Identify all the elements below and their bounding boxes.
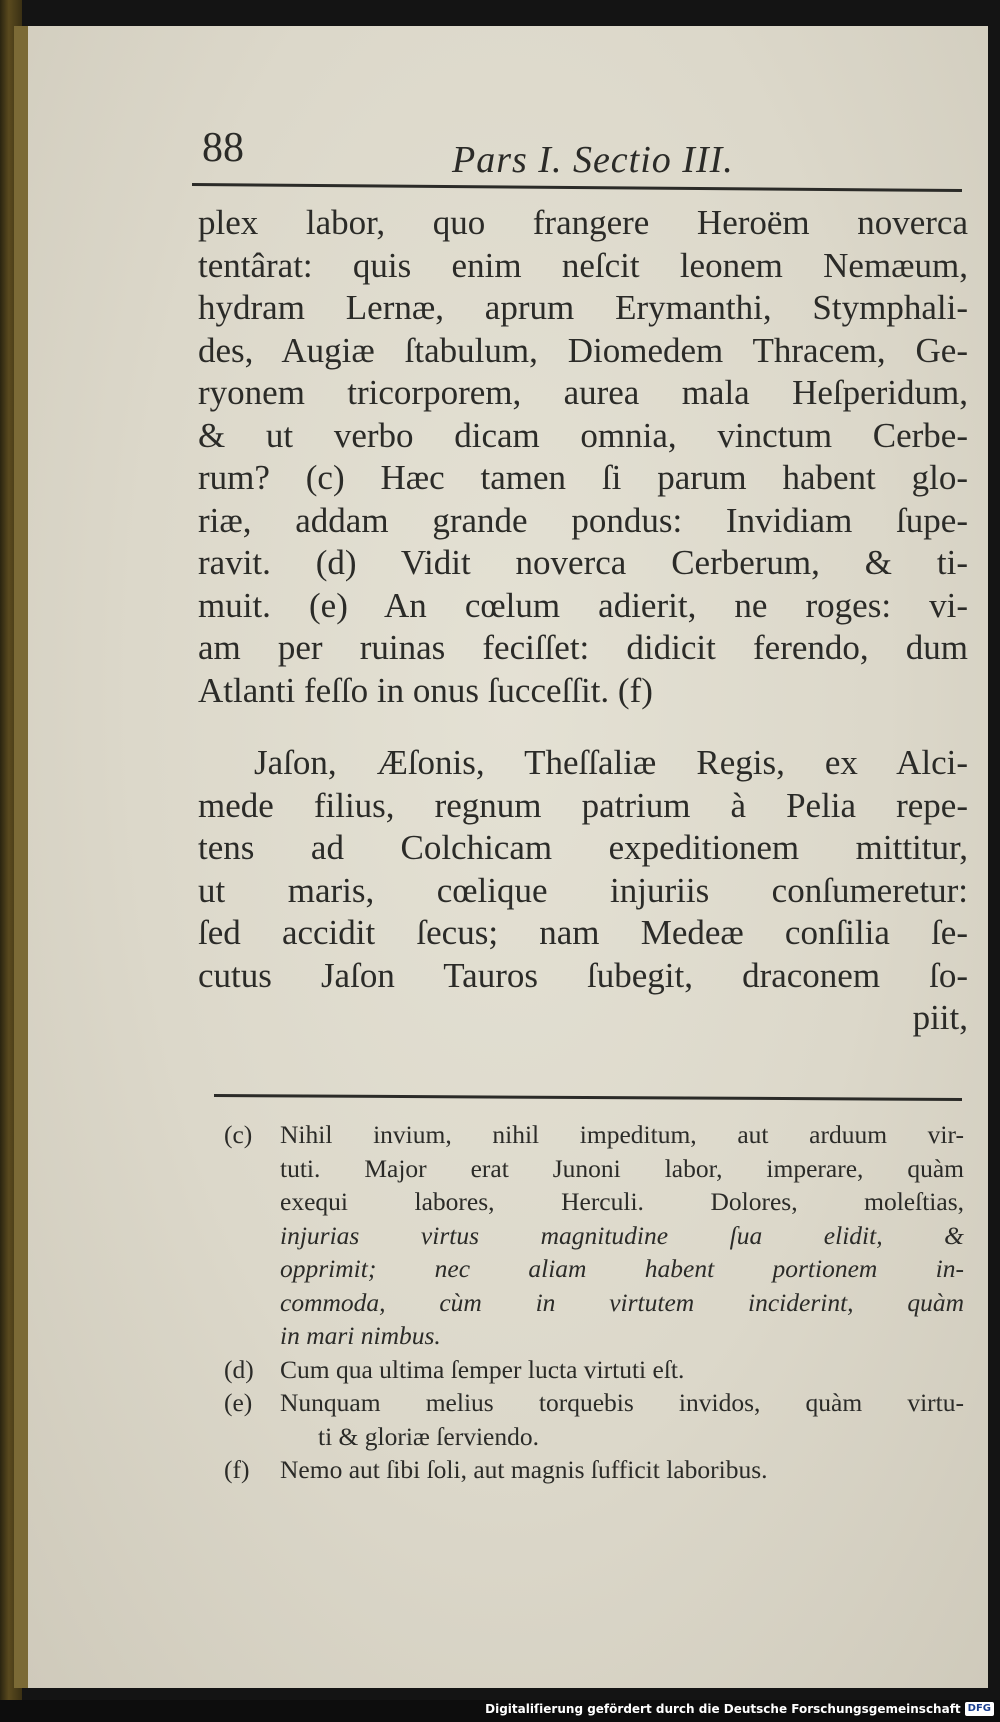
text-line: tentârat: quis enim neſcit leonem Nemæum, xyxy=(198,245,968,285)
text-line: Atlanti feſſo in onus ſucceſſit. (f) xyxy=(198,670,653,710)
text-line: & ut verbo dicam omnia, vinctum Cerbe- xyxy=(198,415,968,455)
footnote-line: Nemo aut ſibi ſoli, aut magnis ſufficit laboribus. xyxy=(280,1455,768,1484)
footnote-c xyxy=(224,1118,964,1353)
text-line: mede filius, regnum patrium à Pelia repe- xyxy=(198,785,968,825)
footnotes xyxy=(224,1118,964,1487)
catchword: piit, xyxy=(912,998,968,1037)
footnote-line: tuti. Major erat Junoni labor, imperare, quàm xyxy=(280,1153,964,1183)
funding-credit xyxy=(485,1702,994,1716)
text-line: Jaſon, Æſonis, Theſſaliæ Regis, ex Alci- xyxy=(254,743,968,782)
footnote-line: commoda, cùm in virtutem inciderint, quàm xyxy=(280,1287,964,1317)
text-line: cutus Jaſon Tauros ſubegit, draconem ſo- xyxy=(198,955,968,995)
header-rule xyxy=(192,183,962,192)
footnote-line: exequi labores, Herculi. Dolores, moleſtias, xyxy=(280,1187,964,1216)
text-line: riæ, addam grande pondus: Invidiam ſupe- xyxy=(198,500,968,540)
text-line: rum? (c) Hæc tamen ſi parum habent glo- xyxy=(198,458,968,497)
footnote-e xyxy=(224,1386,964,1453)
footnote-line: injurias virtus magnitudine ſua elidit, & xyxy=(280,1220,964,1250)
text-line: hydram Lernæ, aprum Erymanthi, Stymphali- xyxy=(198,288,968,327)
dfg-logo: DFG xyxy=(965,1702,994,1716)
footnote-line: Cum qua ultima ſemper lucta virtuti eſt. xyxy=(280,1354,685,1384)
footnote-rule xyxy=(214,1094,962,1101)
footnote-mark: (e) xyxy=(224,1388,253,1417)
credit-text: Digitaliſierung gefördert durch die Deutsche Forschungsgemeinschaft xyxy=(485,1702,961,1716)
footnote-mark: (d) xyxy=(224,1354,254,1384)
book-page xyxy=(14,26,988,1688)
running-head xyxy=(202,100,762,181)
footnote-line: Nihil invium, nihil impeditum, aut arduum vir- xyxy=(280,1120,964,1149)
footnote-line: ti & gloriæ ſerviendo. xyxy=(318,1421,539,1451)
section-title: Pars I. Sectio III. xyxy=(452,139,734,181)
footnote-d xyxy=(224,1353,964,1387)
text-line: ſed accidit ſecus; nam Medeæ conſilia ſe- xyxy=(198,913,968,952)
text-line: des, Augiæ ſtabulum, Diomedem Thracem, Ge- xyxy=(198,330,968,370)
footnote-mark: (f) xyxy=(224,1455,250,1484)
footnote-f xyxy=(224,1453,964,1487)
footnote-line: opprimit; nec aliam habent portionem in- xyxy=(280,1254,964,1283)
text-line: ravit. (d) Vidit noverca Cerberum, & ti- xyxy=(198,543,968,582)
text-line: ryonem tricorporem, aurea mala Heſperidum, xyxy=(198,373,968,412)
text-line: am per ruinas feciſſet: didicit ferendo, dum xyxy=(198,628,968,667)
footnote-line: in mari nimbus. xyxy=(280,1321,441,1350)
text-line: ut maris, cœlique injuriis conſumeretur: xyxy=(198,870,968,910)
text-line: tens ad Colchicam expeditionem mittitur, xyxy=(198,828,968,867)
footnote-mark: (c) xyxy=(224,1120,253,1149)
text-line: muit. (e) An cœlum adierit, ne roges: vi- xyxy=(198,585,968,625)
main-text xyxy=(198,202,968,1040)
footer-bar xyxy=(0,1700,1000,1722)
text-line: plex labor, quo frangere Heroëm noverca xyxy=(198,203,968,242)
page-number: 88 xyxy=(202,125,244,171)
footnote-line: Nunquam melius torquebis invidos, quàm virtu- xyxy=(280,1388,964,1417)
